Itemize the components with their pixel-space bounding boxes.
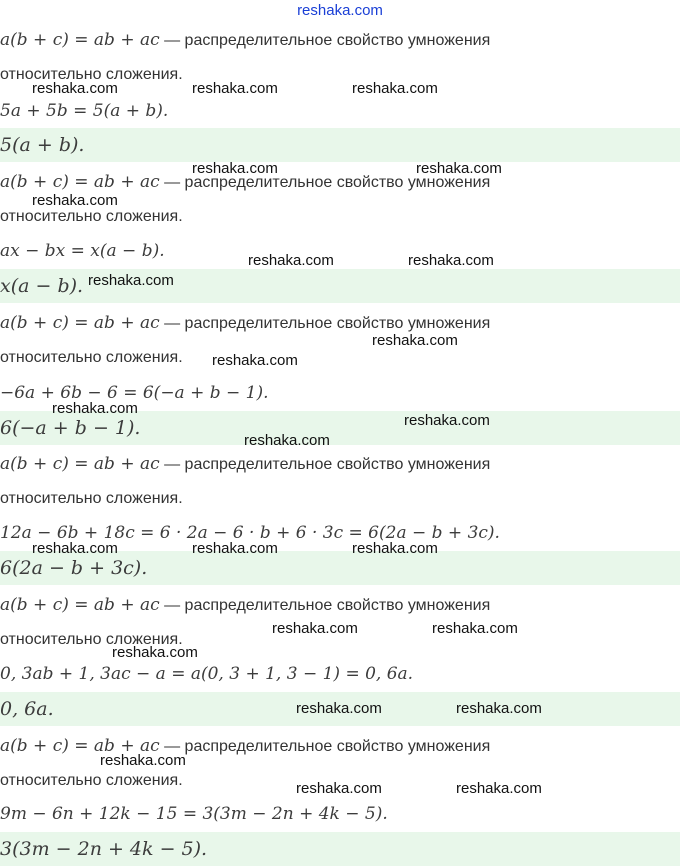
watermark: reshaka.com	[272, 620, 358, 637]
answer-band-1	[0, 128, 680, 162]
answer-5: 0, 6a.	[0, 698, 54, 720]
watermark: reshaka.com	[112, 644, 198, 661]
property-line-2: относительно сложения.	[0, 631, 183, 648]
property-line-2: относительно сложения.	[0, 490, 183, 507]
watermark: reshaka.com	[32, 80, 118, 97]
watermark: reshaka.com	[192, 540, 278, 557]
answer-4: 6(2a − b + 3c).	[0, 557, 148, 579]
property-text: — распределительное свойство умножения	[164, 456, 491, 473]
equation-4: 12a − 6b + 18c = 6 · 2a − 6 · b + 6 · 3c = 6(2a − b + 3c).	[0, 523, 500, 543]
equation-3: −6a + 6b − 6 = 6(−a + b − 1).	[0, 383, 269, 403]
property-line	[0, 313, 680, 333]
answer-6: 3(3m − 2n + 4k − 5).	[0, 838, 208, 860]
equation-2: ax − bx = x(a − b).	[0, 241, 165, 261]
watermark: reshaka.com	[244, 432, 330, 449]
property-text: — распределительное свойство умножения	[164, 315, 491, 332]
watermark: reshaka.com	[404, 412, 490, 429]
watermark: reshaka.com	[32, 540, 118, 557]
watermark: reshaka.com	[100, 752, 186, 769]
watermark: reshaka.com	[352, 540, 438, 557]
watermark: reshaka.com	[432, 620, 518, 637]
property-line-2: относительно сложения.	[0, 349, 183, 366]
watermark: reshaka.com	[408, 252, 494, 269]
property-text: — распределительное свойство умножения	[164, 597, 491, 614]
equation-1: 5a + 5b = 5(a + b).	[0, 101, 169, 121]
answer-band-6	[0, 832, 680, 866]
property-line	[0, 595, 680, 615]
property-line-2: относительно сложения.	[0, 772, 183, 789]
property-text: — распределительное свойство умножения	[164, 174, 491, 191]
property-line	[0, 454, 680, 474]
equation-5: 0, 3ab + 1, 3ac − a = a(0, 3 + 1, 3 − 1) = 0, 6a.	[0, 664, 414, 684]
answer-3: 6(−a + b − 1).	[0, 417, 141, 439]
property-text: — распределительное свойство умножения	[164, 738, 491, 755]
property-text: — распределительное свойство умножения	[164, 32, 491, 49]
watermark: reshaka.com	[296, 700, 382, 717]
watermark: reshaka.com	[192, 160, 278, 177]
property-formula: a(b + c) = ab + ac	[0, 172, 160, 192]
watermark: reshaka.com	[416, 160, 502, 177]
site-link[interactable]: reshaka.com	[297, 2, 383, 19]
watermark: reshaka.com	[88, 272, 174, 289]
watermark: reshaka.com	[192, 80, 278, 97]
property-formula: a(b + c) = ab + ac	[0, 30, 160, 50]
watermark: reshaka.com	[212, 352, 298, 369]
property-formula: a(b + c) = ab + ac	[0, 595, 160, 615]
property-formula: a(b + c) = ab + ac	[0, 736, 160, 756]
watermark: reshaka.com	[32, 192, 118, 209]
answer-2: x(a − b).	[0, 275, 84, 297]
watermark: reshaka.com	[456, 780, 542, 797]
watermark: reshaka.com	[372, 332, 458, 349]
property-line	[0, 30, 680, 50]
watermark: reshaka.com	[248, 252, 334, 269]
watermark: reshaka.com	[52, 400, 138, 417]
answer-1: 5(a + b).	[0, 134, 85, 156]
property-formula: a(b + c) = ab + ac	[0, 313, 160, 333]
watermark: reshaka.com	[352, 80, 438, 97]
watermark: reshaka.com	[296, 780, 382, 797]
property-line-2: относительно сложения.	[0, 208, 183, 225]
equation-6: 9m − 6n + 12k − 15 = 3(3m − 2n + 4k − 5).	[0, 804, 388, 824]
watermark: reshaka.com	[456, 700, 542, 717]
property-formula: a(b + c) = ab + ac	[0, 454, 160, 474]
property-line	[0, 172, 680, 192]
property-line-2: относительно сложения.	[0, 66, 183, 83]
